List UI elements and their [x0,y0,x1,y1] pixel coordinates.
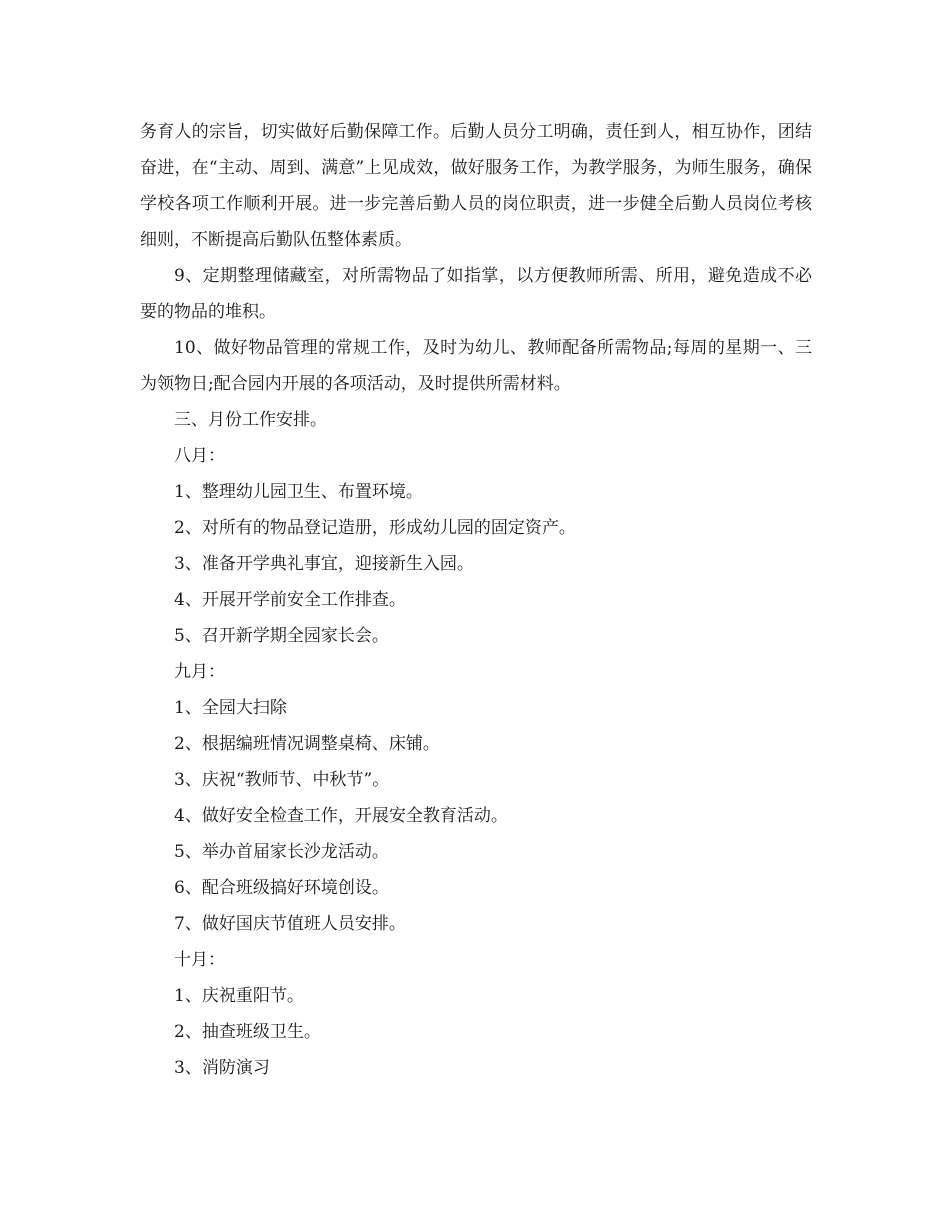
intro-paragraph: 务育人的宗旨，切实做好后勤保障工作。后勤人员分工明确，责任到人，相互协作，团结奋进，在“主动、周到、满意”上见成效，做好服务工作，为教学服务，为师生服务，确保学校各项工作顺利开展。进一步完善后勤人员的岗位职责，进一步健全后勤人员岗位考核细则，不断提高后勤队伍整体素质。 [140,122,812,250]
month-title-august: 八月： [174,446,225,466]
item-10-paragraph: 10、做好物品管理的常规工作，及时为幼儿、教师配备所需物品;每周的星期一、三为领物日;配合园内开展的各项活动，及时提供所需材料。 [140,338,812,394]
list-item: 4、开展开学前安全工作排查。 [174,590,406,610]
list-item: 6、配合班级搞好环境创设。 [174,878,389,898]
list-item: 5、举办首届家长沙龙活动。 [174,842,389,862]
list-item: 1、全园大扫除 [174,698,287,718]
list-item: 3、庆祝“教师节、中秋节”。 [174,770,390,790]
list-item: 1、庆祝重阳节。 [174,986,304,1006]
list-item: 2、对所有的物品登记造册，形成幼儿园的固定资产。 [174,518,576,538]
item-9-paragraph: 9、定期整理储藏室，对所需物品了如指掌，以方便教师所需、所用，避免造成不必要的物品的堆积。 [140,266,812,322]
list-item: 1、整理幼儿园卫生、布置环境。 [174,482,423,502]
list-item: 7、做好国庆节值班人员安排。 [174,914,406,934]
month-title-september: 九月： [174,662,225,682]
list-item: 4、做好安全检查工作，开展安全教育活动。 [174,806,508,826]
list-item: 2、根据编班情况调整桌椅、床铺。 [174,734,440,754]
list-item: 3、消防演习 [174,1058,270,1078]
list-item: 2、抽查班级卫生。 [174,1022,321,1042]
list-item: 3、准备开学典礼事宜，迎接新生入园。 [174,554,474,574]
month-title-october: 十月： [174,950,225,970]
list-item: 5、召开新学期全园家长会。 [174,626,389,646]
section-heading: 三、月份工作安排。 [174,410,327,430]
document-body [140,114,812,1086]
